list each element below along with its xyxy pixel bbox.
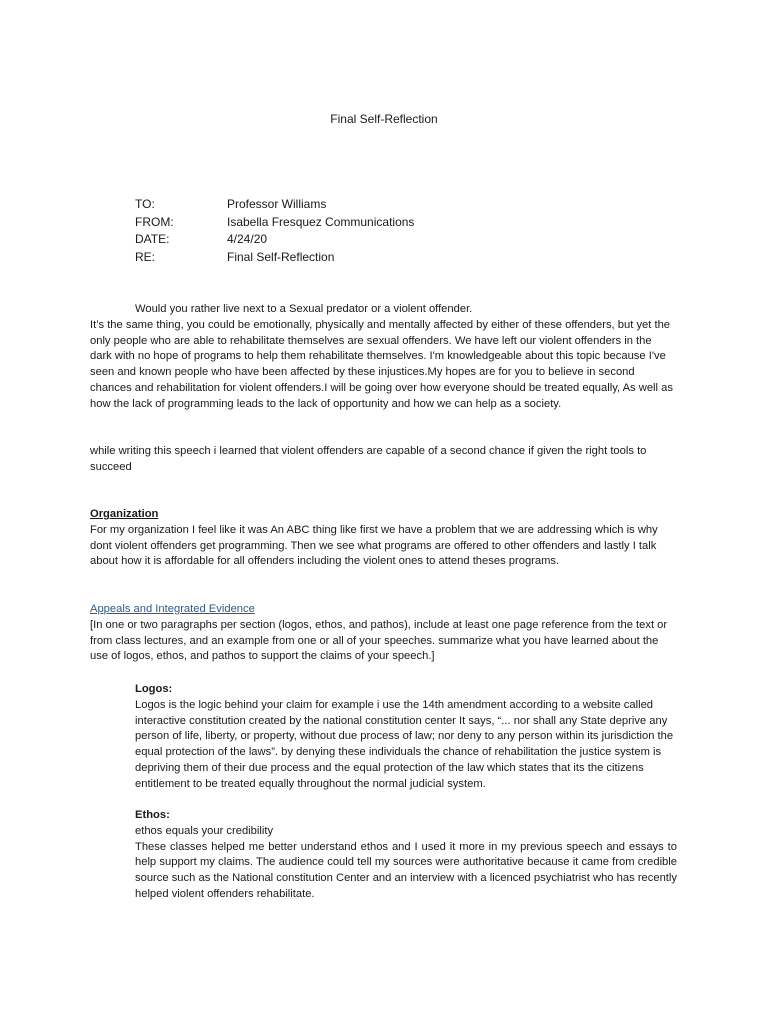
memo-date-value: 4/24/20 (227, 232, 268, 246)
logos-section (135, 682, 677, 793)
memo-to-value: Professor Williams (227, 197, 327, 211)
memo-from-row (135, 215, 655, 233)
memo-re-row (135, 250, 655, 268)
intro-section (90, 302, 675, 413)
memo-to-label: TO: (135, 197, 155, 211)
memo-date-label: DATE: (135, 232, 170, 246)
memo-header (135, 197, 655, 267)
appeals-instructions: [In one or two paragraphs per section (logos, ethos, and pathos), include at least one page reference from the text or from class lectures, and an example from one or all of your speeches. summarize what you have learned about the use of logos, ethos, and pathos to support the claims of your speech.] (90, 618, 668, 663)
memo-from-value: Isabella Fresquez Communications (227, 214, 415, 229)
memo-re-label: RE: (135, 249, 156, 264)
memo-re-value: Final Self-Reflection (227, 249, 335, 264)
logos-paragraph: Logos is the logic behind your claim for example i use the 14th amendment according to a website called interactive constitution created by the national constitution center It says, “... nor shall any State deprive any person of life, liberty, or property, without due process of law; nor deny to any person within its jurisdiction the equal protection of the laws”. by denying these individuals the chance of rehabilitation the justice system is depriving them of their due process and the equal protection of the law which states that its the citizens entitlement to be treated equally throughout the normal judicial system. (135, 698, 674, 790)
page-title: Final Self-Reflection (330, 112, 438, 126)
learned-paragraph: while writing this speech i learned that violent offenders are capable of a second chance if given the right tools to succeed (90, 445, 647, 473)
intro-paragraph: It’s the same thing, you could be emotionally, physically and mentally affected by either of these offenders, but yet the only people who are able to rehabilitate themselves are sexual offenders. We have left our violent offenders in the dark with no hope of programs to help them rehabilitate themselves. I'm knowledgeable about this topic because I've seen and known people who have been affected by these injustices.My hopes are for you to believe in second chances and rehabilitation for violent offenders.I will be going over how everyone should be treated equally, As well as how the lack of programming leads to the lack of opportunity and how we can help as a society. (90, 318, 673, 410)
appeals-section (90, 602, 675, 665)
organization-heading: Organization (90, 508, 159, 520)
ethos-heading: Ethos: (135, 809, 170, 821)
logos-heading: Logos: (135, 683, 173, 695)
memo-to-row (135, 197, 655, 215)
organization-section (90, 507, 675, 570)
ethos-subline: ethos equals your credibility (135, 824, 274, 837)
ethos-section (135, 808, 677, 903)
memo-from-label: FROM: (135, 214, 174, 229)
memo-date-row (135, 232, 655, 250)
appeals-heading: Appeals and Integrated Evidence (90, 603, 255, 615)
learned-section (90, 444, 675, 476)
organization-paragraph: For my organization I feel like it was An ABC thing like first we have a problem that we are addressing which is why dont violent offenders get programming. Then we see what programs are offered to other offenders and lastly I talk about how it is affordable for all offenders including the violent ones to attend theses programs. (90, 523, 658, 568)
intro-opening-line: Would you rather live next to a Sexual predator or a violent offender. (135, 303, 473, 315)
ethos-paragraph: These classes helped me better understand ethos and I used it more in my previous speech and essays to help support my claims. The audience could tell my sources were authoritative because it came from credible source such as the National constitution Center and an interview with a licenced psychiatrist who has recently helped violent offenders rehabilitate. (135, 840, 677, 900)
